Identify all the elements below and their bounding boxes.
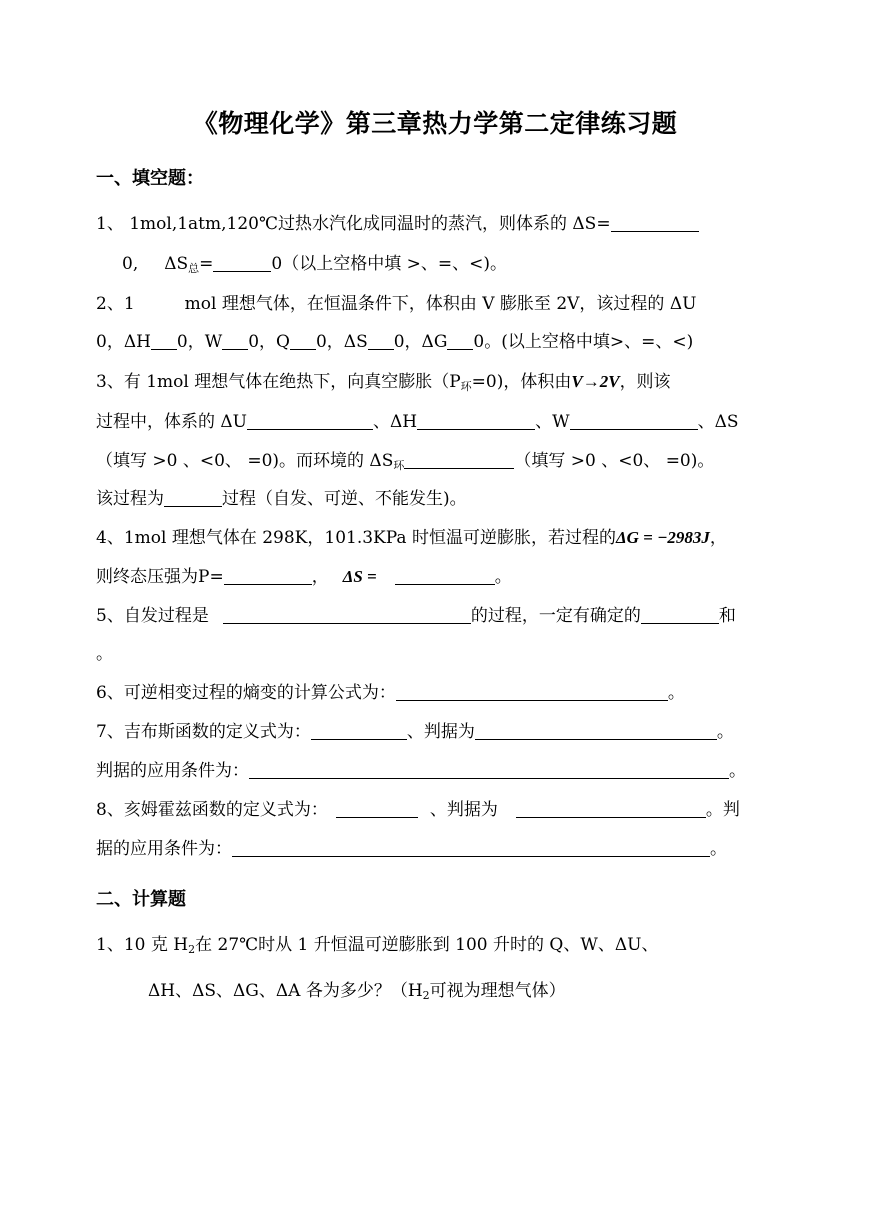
question-3-line-2 [96, 410, 786, 434]
q4-blank-p[interactable] [224, 566, 312, 585]
q4-formula: ΔG = −2983J [615, 528, 710, 547]
question-3-line-1 [96, 370, 786, 399]
calc-1-line-2 [148, 979, 838, 1008]
q7-text-b: 、判据为 [406, 722, 475, 742]
q7-text-a: 7、吉布斯函数的定义式为： [96, 722, 311, 742]
q3-v1: V [571, 372, 583, 391]
q2-text-b: mol 理想气体，在恒温条件下，体积由 V 膨胀至 2V，该过程的 ΔU [184, 294, 697, 314]
q3-text-env-hint: （填写 >0 、<0、 =0)。 [514, 451, 715, 471]
q4-text-e: 。 [494, 567, 512, 587]
q7-blank-definition[interactable] [311, 721, 407, 740]
q3-blank-du[interactable] [247, 411, 373, 430]
q7-text-d: 判据的应用条件为： [96, 761, 249, 781]
question-7-line-2 [96, 759, 786, 783]
question-4-line-1 [96, 526, 786, 550]
q8-text-d: 据的应用条件为： [96, 839, 232, 859]
q2-blank-dg[interactable] [447, 331, 473, 350]
q8-blank-definition[interactable] [336, 799, 418, 818]
q2-text-a: 2、1 [96, 294, 135, 314]
q3-blank-w[interactable] [570, 411, 698, 430]
question-7-line-1 [96, 720, 786, 744]
c1-sub-h2: 2 [188, 943, 196, 956]
question-3-line-4 [96, 487, 786, 511]
question-6-line [96, 681, 786, 705]
q8-blank-criterion[interactable] [516, 799, 706, 818]
q4-blank-ds[interactable] [395, 566, 495, 585]
question-5-line-2 [96, 642, 786, 666]
q4-text-b: ， [709, 528, 727, 548]
q4-text-d: ， [311, 567, 329, 587]
q1-sub-total: 总 [188, 262, 200, 275]
page-title: 《物理化学》第三章热力学第二定律练习题 [192, 109, 678, 138]
question-8-line-2 [96, 837, 786, 861]
question-5-line-1 [96, 604, 786, 628]
q1-text: 1、 1mol,1atm,120℃过热水汽化成同温时的蒸汽，则体系的 ΔS= [96, 214, 611, 234]
q6-text-a: 6、可逆相变过程的熵变的计算公式为： [96, 683, 396, 703]
q2-blank-dh[interactable] [151, 331, 177, 350]
q5-text-c: 和 [718, 606, 736, 626]
q3-text-du: 过程中，体系的 ΔU [96, 412, 248, 432]
c1-text-a: 1、10 克 H [96, 935, 189, 955]
q3-text-c: ，则该 [619, 372, 671, 392]
q1-text-ds-total: ΔS [164, 254, 189, 274]
q8-text-b: 、判据为 [429, 800, 498, 820]
question-4-line-2 [96, 565, 786, 589]
q7-blank-condition[interactable] [249, 760, 729, 779]
q3-blank-process[interactable] [164, 488, 222, 507]
q3-text-b: =0)，体积由 [471, 372, 572, 392]
q1-text-e: 0（以上空格中填 >、=、<)。 [271, 254, 508, 274]
q3-sub-env: 环 [460, 380, 472, 393]
q2-blank-ds[interactable] [368, 331, 394, 350]
q5-text-d: 。 [96, 644, 113, 664]
q3-text-ds: 、ΔS [697, 412, 739, 432]
q6-text-b: 。 [667, 683, 685, 703]
q2-blank-w[interactable] [222, 331, 248, 350]
q2-part-q: 0，ΔS [315, 332, 368, 352]
calc-1-line-1 [96, 933, 786, 962]
q3-sub-env-2: 环 [393, 459, 405, 472]
q1-blank-ds-total[interactable] [213, 253, 271, 272]
q3-text-env: （填写 >0 、<0、 =0)。而环境的 ΔS [96, 451, 394, 471]
c1-sub-h2-2: 2 [422, 989, 430, 1002]
question-1-line-1 [96, 212, 786, 236]
q2-part-ds: 0，ΔG [393, 332, 448, 352]
q4-ds: ΔS = [342, 567, 377, 586]
q3-blank-ds-env[interactable] [404, 450, 514, 469]
q3-text-a: 3、有 1mol 理想气体在绝热下，向真空膨胀（P [96, 372, 461, 392]
question-2-line-1 [96, 292, 786, 316]
q5-blank-definite[interactable] [641, 605, 719, 624]
q4-text-a: 4、1mol 理想气体在 298K，101.3KPa 时恒温可逆膨胀，若过程的 [96, 528, 616, 548]
q2-part-dh: 0，W [176, 332, 223, 352]
q2-part-w: 0，Q [248, 332, 290, 352]
arrow-icon: → [582, 372, 600, 391]
q3-v2: 2V [599, 372, 620, 391]
q3-text-dh: 、ΔH [373, 412, 418, 432]
question-8-line-1 [96, 798, 786, 822]
c1-text-c: ΔH、ΔS、ΔG、ΔA 各为多少？（H [148, 981, 423, 1001]
q3-blank-dh[interactable] [417, 411, 535, 430]
q8-text-a: 8、亥姆霍兹函数的定义式为： [96, 800, 328, 820]
q4-text-c: 则终态压强为P= [96, 567, 224, 587]
q7-text-e: 。 [729, 761, 746, 781]
q1-blank-ds[interactable] [611, 213, 699, 232]
q3-text-w: 、W [535, 412, 570, 432]
q2-part-dg: 0。(以上空格中填>、=、<) [473, 332, 694, 352]
c1-text-b: 在 27℃时从 1 升恒温可逆膨胀到 100 升时的 Q、W、ΔU、 [195, 935, 659, 955]
q7-text-c: 。 [716, 722, 734, 742]
c1-text-d: 可视为理想气体） [429, 981, 566, 1001]
section-fill-blank-heading: 一、填空题： [96, 168, 204, 189]
q7-blank-criterion[interactable] [475, 721, 717, 740]
q2-blank-q[interactable] [290, 331, 316, 350]
q8-blank-condition[interactable] [232, 838, 710, 857]
q6-blank-formula[interactable] [396, 682, 668, 701]
question-1-line-2 [122, 252, 812, 281]
q5-text-b: 的过程，一定有确定的 [470, 606, 641, 626]
q3-text-process-hint: 过程（自发、可逆、不能发生)。 [222, 489, 467, 509]
section-calc-heading: 二、计算题 [96, 889, 186, 910]
question-2-line-2 [96, 330, 786, 354]
q1-text-b: 0, [122, 254, 139, 274]
question-3-line-3 [96, 449, 786, 478]
q5-text-a: 5、自发过程是 [96, 606, 209, 626]
q8-text-e: 。 [710, 839, 727, 859]
q2-part-du: 0，ΔH [96, 332, 151, 352]
q1-text-eq: = [199, 254, 214, 274]
q5-blank-process[interactable] [223, 605, 471, 624]
q3-text-process: 该过程为 [96, 489, 164, 509]
q8-text-c: 。判 [705, 800, 740, 820]
